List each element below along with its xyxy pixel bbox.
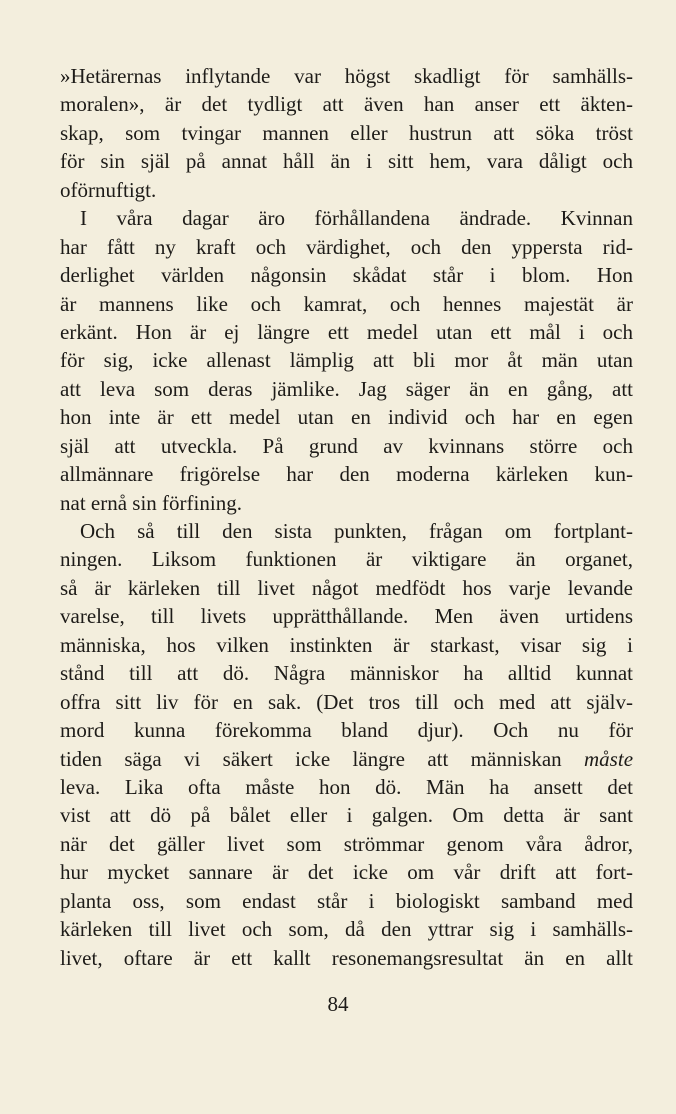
text-line: stånd till att dö. Några människor ha alltid kunnat <box>60 661 633 686</box>
text-line: tiden säga vi säkert icke längre att människan <box>60 746 562 771</box>
text-line: hon inte är ett medel utan en individ och har en egen <box>60 405 633 430</box>
text-line: hur mycket sannare är det icke om vår drift att fort- <box>60 860 633 885</box>
text-line: själ att utveckla. På grund av kvinnans större och <box>60 433 633 458</box>
text-line: för sin själ på annat håll än i sitt hem, vara dåligt och <box>60 149 633 174</box>
text-line: att leva som deras jämlike. Jag säger än en gång, att <box>60 376 633 401</box>
text-line: allmännare frigörelse har den moderna kärleken kun- <box>60 462 633 487</box>
page-number: 84 <box>327 992 349 1016</box>
text-line: »Hetärernas inflytande var högst skadligt för samhälls- <box>60 64 633 88</box>
text-line: för sig, icke allenast lämplig att bli mor åt män utan <box>60 348 633 373</box>
text-line: oförnuftigt. <box>60 177 157 202</box>
text-line: så är kärleken till livet något medfödt hos varje levande <box>60 575 633 600</box>
emphasis-word: måste <box>584 746 634 771</box>
text-line: leva. Lika ofta måste hon dö. Män ha ansett det <box>60 774 633 799</box>
text-line: moralen», är det tydligt att även han anser ett äkten- <box>60 92 633 117</box>
text-line: derlighet världen någonsin skådat står i blom. Hon <box>60 263 633 288</box>
text-line: Och så till den sista punkten, frågan om fortplant- <box>80 519 633 543</box>
text-line: skap, som tvingar mannen eller hustrun att söka tröst <box>60 120 633 145</box>
text-line: när det gäller livet som strömmar genom våra ådror, <box>60 831 633 856</box>
text-line: mord kunna förekomma bland djur). Och nu för <box>60 718 633 743</box>
text-line: är mannens like och kamrat, och hennes majestät är <box>60 291 633 316</box>
text-line: har fått ny kraft och värdighet, och den yppersta rid- <box>60 234 633 259</box>
text-line: ningen. Liksom funktionen är viktigare än organet, <box>60 547 633 572</box>
page-text <box>60 62 633 972</box>
text-line-with-emphasis <box>60 745 633 773</box>
text-line: erkänt. Hon är ej längre ett medel utan ett mål i och <box>60 319 633 344</box>
text-line: planta oss, som endast står i biologiskt samband med <box>60 888 633 913</box>
text-line: offra sitt liv för en sak. (Det tros till och med att själv- <box>60 689 633 714</box>
text-line: människa, hos vilken instinkten är starkast, visar sig i <box>60 632 633 657</box>
text-line: varelse, till livets upprätthållande. Men även urtidens <box>60 604 633 629</box>
text-line: livet, oftare är ett kallt resonemangsresultat än en allt <box>60 945 633 970</box>
text-line: nat ernå sin förfining. <box>60 490 242 515</box>
text-line: vist att dö på bålet eller i galgen. Om detta är sant <box>60 803 633 828</box>
text-line: I våra dagar äro förhållandena ändrade. Kvinnan <box>80 206 633 231</box>
text-line: kärleken till livet och som, då den yttrar sig i samhälls- <box>60 917 633 942</box>
